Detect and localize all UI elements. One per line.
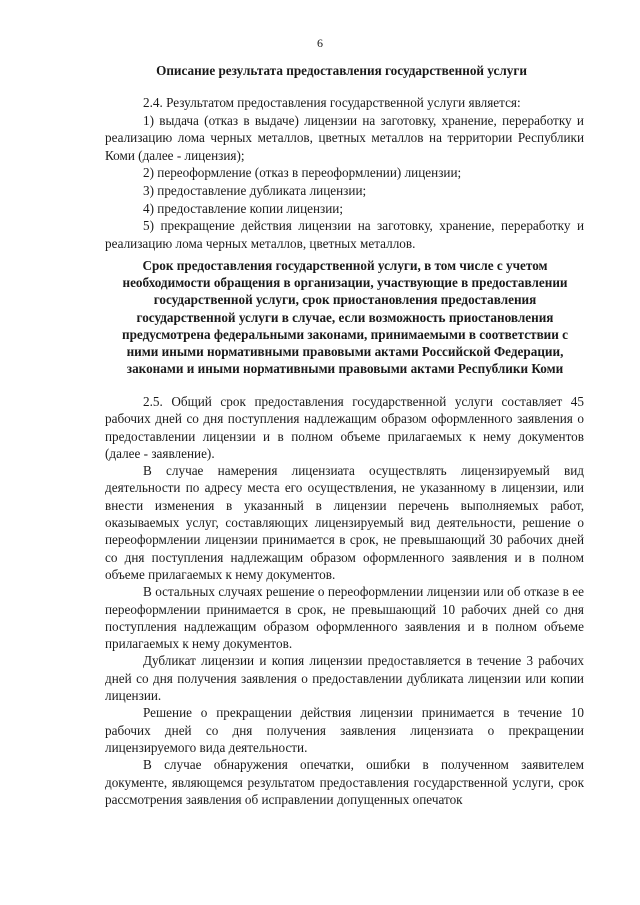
paragraph: В случае обнаружения опечатки, ошибки в полученном заявителем документе, являющемся результатом предоставления государственной услуги, срок рассмотрения заявления об исправлении допущенных опечаток (105, 757, 584, 807)
result-list-block (105, 94, 584, 252)
list-item: 5) прекращение действия лицензии на заготовку, хранение, переработку и реализацию лома черных металлов, цветных металлов. (105, 218, 584, 251)
list-item: 4) предоставление копии лицензии; (143, 200, 344, 216)
paragraph: В случае намерения лицензиата осуществлять лицензируемый вид деятельности по адресу места его осуществления, не указанному в лицензии, или внести изменения в указанный в лицензии перечень выполняемых работ, оказываемых услуг, составляющих лицензируемый вид деятельности, решение о переоформлении лицензии принимается в срок, не превышающий 30 рабочих дней со дня поступления надлежащим образом оформленного заявления и в полном объеме прилагаемых к нему документов. (105, 463, 584, 582)
paragraph: Решение о прекращении действия лицензии принимается в течение 10 рабочих дней со дня получения заявления лицензиата о прекращении лицензируемого вида деятельности. (105, 705, 584, 755)
term-paragraphs-block (105, 393, 584, 808)
paragraph-2-5: 2.5. Общий срок предоставления государственной услуги составляет 45 рабочих дней со дня поступления надлежащим образом оформленного заявления о предоставлении лицензии и в полном объеме прилагаемых к нему документов (далее - заявление). (105, 394, 584, 461)
paragraph: Дубликат лицензии и копия лицензии предоставляется в течение 3 рабочих дней со дня получения заявления о предоставлении дубликата лицензии или копии лицензии. (105, 653, 584, 704)
list-item: 3) предоставление дубликата лицензии; (143, 182, 367, 198)
page-number: 6 (317, 36, 323, 50)
list-item: 2) переоформление (отказ в переоформлении) лицензии; (143, 165, 462, 181)
paragraph-2-4: 2.4. Результатом предоставления государственной услуги является: (143, 95, 521, 110)
paragraph: В остальных случаях решение о переоформлении лицензии или об отказе в ее переоформлении принимается в срок, не превышающий 10 рабочих дней со дня поступления надлежащим образом оформленного заявления и в полном объеме прилагаемых к нему документов. (105, 584, 584, 652)
section-heading-result: Описание результата предоставления государственной услуги (156, 63, 527, 78)
section-heading-term: Срок предоставления государственной услуги, в том числе с учетом необходимости обращения в организации, участвующие в предоставлении государственной услуги, срок приостановления предоставления государственной услуги в случае, если возможность приостановления предусмотрена федеральными законами, принимаемыми в соответствии с ними иными нормативными правовыми актами Российской Федерации, законами и иными нормативными правовыми актами Республики Коми (121, 258, 569, 377)
list-item: 1) выдача (отказ в выдаче) лицензии на заготовку, хранение, переработку и реализацию лома черных металлов, цветных металлов на территории Республики Коми (далее - лицензия); (105, 112, 584, 163)
